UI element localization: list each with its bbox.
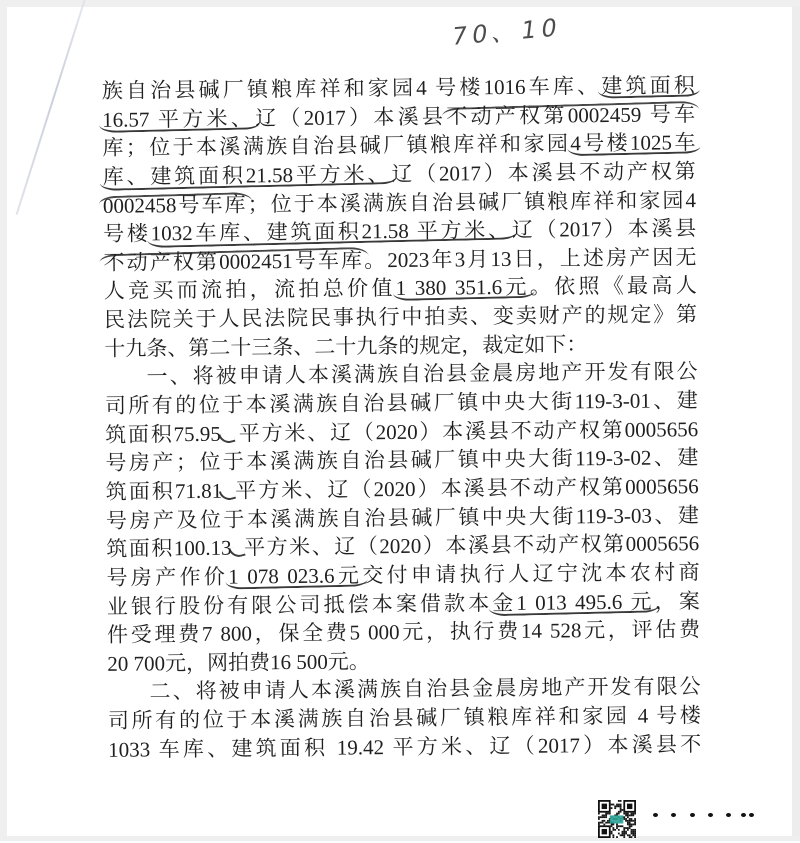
- text-segment: 辽（2017）本溪县不动产权第: [391, 159, 696, 187]
- text-segment: 。依照《最高人: [529, 273, 697, 300]
- text-segment: 人竞买而流拍，流拍总价值: [103, 276, 396, 304]
- text-segment: 司所有的位于本溪满族自治县碱厂镇粮库祥和家园 4 号楼: [107, 703, 701, 733]
- text-segment: 二、将被申请人本溪满族自治县金晨房地产开发有限公: [149, 674, 701, 704]
- overlined-text: 不动产权第0002459 号车: [446, 101, 696, 129]
- underlined-text: 金1 013 495.6 元: [492, 589, 655, 615]
- underlined-text: 库、建筑面积21.58平方米、: [102, 162, 392, 189]
- text-segment: 辽（2017）本溪县: [511, 216, 697, 243]
- text-segment: 平方米、辽（2020）本溪县不动产权第0005656: [233, 474, 699, 503]
- text-segment: 辽（2017）本溪县: [255, 104, 447, 131]
- handwritten-note: 70、10: [450, 13, 564, 52]
- text-segment: 平方米、辽（2020）本溪县不动产权第0005656: [242, 531, 700, 560]
- document-line: [108, 730, 701, 764]
- text-segment: 族自治县碱厂镇粮库祥和家园4 号楼1016车库、: [101, 74, 602, 103]
- dot-row: [641, 813, 754, 817]
- scan-edge-left: [0, 0, 7, 841]
- scan-edge-right: [792, 7, 800, 841]
- underlined-text: 1 078 023.6元: [228, 563, 363, 589]
- text-segment: 十九条、第二十三条、二十九条的规定，裁定如下：: [104, 331, 588, 361]
- dot-mark: [653, 813, 658, 817]
- underlined-text: 16.57 平方米、: [102, 106, 256, 132]
- dot-mark: [741, 813, 746, 817]
- underlined-text: 建筑面积: [601, 73, 695, 99]
- underlined-text: 1 380 351.6元: [395, 275, 530, 301]
- text-segment: 号楼: [103, 221, 151, 247]
- dot-mark: [708, 813, 713, 817]
- text-segment: 。2023年3月13日，上述房产因无: [364, 245, 697, 273]
- text-segment: ，案: [654, 588, 700, 614]
- text-segment: 号房产作价: [106, 564, 229, 590]
- text-segment: ；位于本溪满族自治县碱厂镇粮库祥和家园4: [247, 187, 697, 217]
- text-segment: 民法院关于人民法院民事执行中拍卖、变卖财产的规定》第: [103, 302, 698, 332]
- text-segment: 20 700元，网拍费16 500元。: [107, 649, 370, 676]
- text-segment: 司所有的位于本溪满族自治县碱厂镇中央大街119-3-01、建: [104, 388, 698, 418]
- text-segment: 号房产及位于本溪满族自治县碱厂镇中央大街119-3-03、建: [105, 502, 700, 533]
- overlined-text: 不动产权第0002451号车库: [103, 248, 365, 275]
- underlined-text: 1032车库、建筑面积21.58 平方米、: [150, 218, 512, 246]
- text-segment: 筑面积75.95: [105, 421, 221, 447]
- text-segment: 库；位于本溪满族自治县碱厂镇粮库祥和家园: [102, 131, 571, 161]
- text-segment: 1033 车库、建筑面积 19.42 平方米、辽（2017）本溪县不: [108, 731, 702, 762]
- text-segment: 交付申请执行人辽宁沈本农村商: [362, 560, 700, 588]
- document-line: [104, 300, 697, 334]
- text-segment: 筑面积71.81: [105, 478, 223, 504]
- text-segment: 业银行股份有限公司抵偿本案借款本: [106, 590, 493, 619]
- dot-mark: [690, 813, 695, 817]
- qr-code: [596, 800, 638, 838]
- text-segment: 一、将被申请人本溪满族自治县金晨房地产开发有限公: [146, 359, 698, 389]
- dot-mark: [726, 813, 731, 817]
- text-segment: 件受理费7 800，保全费5 000元，执行费14 528元，评估费: [106, 617, 701, 648]
- dot-mark: [749, 813, 754, 817]
- dot-mark: [671, 813, 676, 817]
- underlined-text: 4号楼1025车: [570, 130, 696, 156]
- text-segment: 号房产；位于本溪满族自治县碱厂镇中央大街119-3-02、建: [105, 445, 699, 476]
- document-line: [107, 615, 700, 649]
- document-lines: [102, 71, 702, 764]
- paper-crease: [16, 0, 87, 215]
- text-segment: 平方米、辽（2020）本溪县不动产权第0005656: [231, 416, 699, 446]
- scan-edge-top: [0, 0, 800, 7]
- scan-edge-bottom: [0, 836, 800, 841]
- overlined-text: 0002458号车库: [102, 192, 248, 218]
- text-segment: 筑面积100.13: [106, 535, 232, 562]
